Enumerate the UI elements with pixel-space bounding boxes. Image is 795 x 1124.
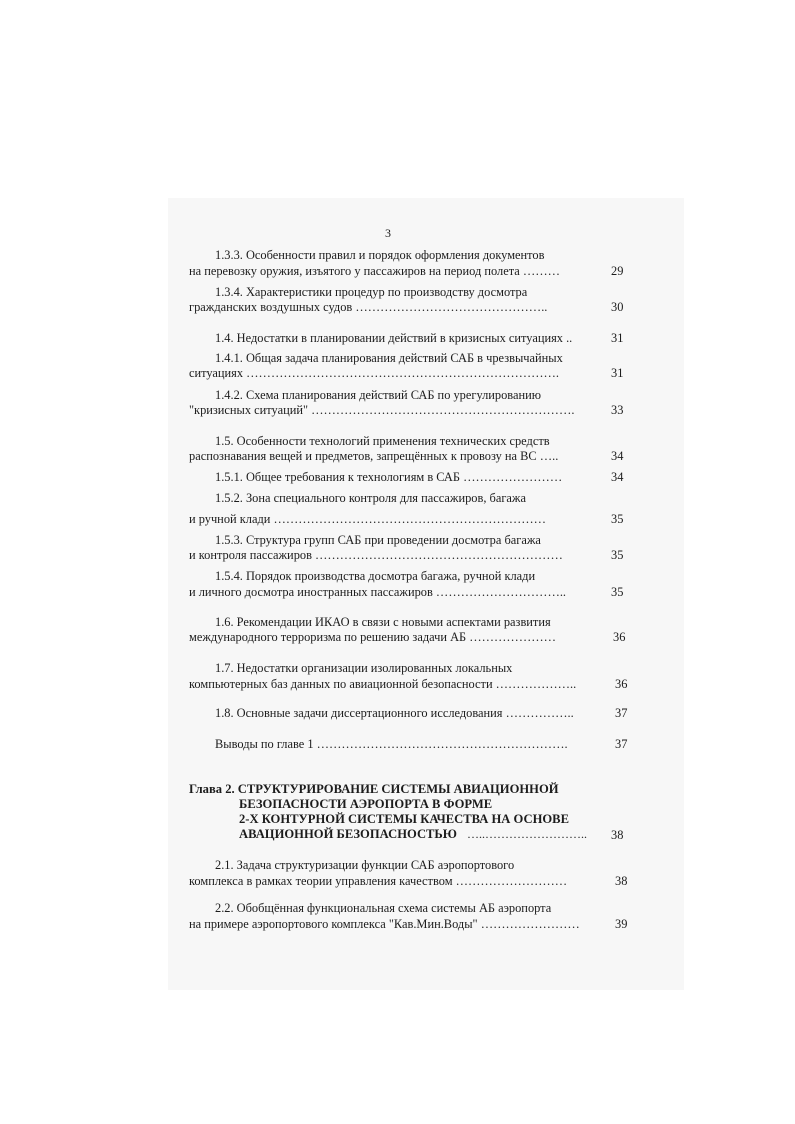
toc-entry-1-4-2-line2: "кризисных ситуаций" ………………………………………………………. <box>189 403 575 417</box>
toc-entry-2-2-line1: 2.2. Обобщённая функциональная схема системы АБ аэропорта <box>215 901 552 915</box>
chapter-2-page: 38 <box>611 828 624 842</box>
toc-entry-2-1-page: 38 <box>615 874 628 888</box>
toc-entry-1-3-4-line1: 1.3.4. Характеристики процедур по производству досмотра <box>215 285 528 299</box>
toc-entry-1-7-line1: 1.7. Недостатки организации изолированных локальных <box>215 661 513 675</box>
chapter-2-heading-line1: Глава 2. СТРУКТУРИРОВАНИЕ СИСТЕМЫ АВИАЦИОННОЙ <box>189 782 559 796</box>
toc-entry-1-3-3-page: 29 <box>611 264 624 278</box>
toc-entry-1-6-line2: международного терроризма по решению задачи АБ ………………… <box>189 630 556 644</box>
toc-entry-1-5-4-line2: и личного досмотра иностранных пассажиров ………………………….. <box>189 585 567 599</box>
toc-entry-1-3-4-page: 30 <box>611 300 624 314</box>
toc-entry-1-5-2-page: 35 <box>611 512 624 526</box>
toc-entry-1-7-page: 36 <box>615 677 628 691</box>
toc-entry-1-5-4-page: 35 <box>611 585 624 599</box>
page-number: 3 <box>385 226 391 240</box>
toc-entry-1-4-1-line1: 1.4.1. Общая задача планирования действий САБ в чрезвычайных <box>215 351 563 365</box>
toc-entry-1-5-line1: 1.5. Особенности технологий применения технических средств <box>215 434 550 448</box>
toc-entry-1-7-line2: компьютерных баз данных по авиационной безопасности ……………….. <box>189 677 577 691</box>
toc-entry-1-4-2-page: 33 <box>611 403 624 417</box>
chapter-2-heading-line4: АВАЦИОННОЙ БЕЗОПАСНОСТЬЮ <box>239 827 457 841</box>
toc-entry-1-5-line2: распознавания вещей и предметов, запрещённых к провозу на ВС ….. <box>189 449 559 463</box>
chapter-2-leader: …..…………………….. <box>467 827 587 841</box>
toc-entry-1-4-line1: 1.4. Недостатки в планировании действий в кризисных ситуациях .. <box>215 331 573 345</box>
toc-entry-1-8-line1: 1.8. Основные задачи диссертационного исследования …………….. <box>215 706 574 720</box>
toc-entry-1-5-3-line2: и контроля пассажиров …………………………………………………… <box>189 548 563 562</box>
toc-entry-1-5-4-line1: 1.5.4. Порядок производства досмотра багажа, ручной клади <box>215 569 536 583</box>
toc-entry-2-2-line2: на примере аэропортового комплекса "Кав.Мин.Воды" …………………… <box>189 917 580 931</box>
toc-entry-1-5-2-line1: 1.5.2. Зона специального контроля для пассажиров, багажа <box>215 491 526 505</box>
toc-entry-1-5-1-page: 34 <box>611 470 624 484</box>
toc-entry-1-5-2-line2: и ручной клади ………………………………………………………… <box>189 512 547 526</box>
toc-entry-1-4-2-line1: 1.4.2. Схема планирования действий САБ по урегулированию <box>215 388 542 402</box>
chapter-2-heading-line3: 2-Х КОНТУРНОЙ СИСТЕМЫ КАЧЕСТВА НА ОСНОВЕ <box>239 812 569 826</box>
toc-entry-1-3-3-line1: 1.3.3. Особенности правил и порядок оформления документов <box>215 248 545 262</box>
toc-entry-1-5-page: 34 <box>611 449 624 463</box>
toc-entry-1-6-page: 36 <box>613 630 626 644</box>
toc-entry-1-4-1-page: 31 <box>611 366 624 380</box>
toc-entry-1-5-1-line1: 1.5.1. Общее требования к технологиям в САБ …………………… <box>215 470 563 484</box>
toc-entry-2-1-line1: 2.1. Задача структуризации функции САБ аэропортового <box>215 858 515 872</box>
toc-entry-1-3-3-line2: на перевозку оружия, изъятого у пассажиров на период полета ……… <box>189 264 561 278</box>
toc-entry-1-4-page: 31 <box>611 331 624 345</box>
toc-entry-conclusions-page: 37 <box>615 737 628 751</box>
toc-entry-2-2-page: 39 <box>615 917 628 931</box>
toc-entry-1-5-3-line1: 1.5.3. Структура групп САБ при проведении досмотра багажа <box>215 533 541 547</box>
toc-entry-1-4-1-line2: ситуациях …………………………………………………………………. <box>189 366 560 380</box>
toc-entry-1-3-4-line2: гражданских воздушных судов ……………………………………….. <box>189 300 548 314</box>
chapter-2-heading-line2: БЕЗОПАСНОСТИ АЭРОПОРТА В ФОРМЕ <box>239 797 493 811</box>
toc-entry-2-1-line2: комплекса в рамках теории управления качеством ……………………… <box>189 874 568 888</box>
toc-entry-1-8-page: 37 <box>615 706 628 720</box>
toc-entry-conclusions-ch1: Выводы по главе 1 ……………………………………………………. <box>215 737 568 751</box>
toc-entry-1-6-line1: 1.6. Рекомендации ИКАО в связи с новыми аспектами развития <box>215 615 551 629</box>
toc-entry-1-5-3-page: 35 <box>611 548 624 562</box>
